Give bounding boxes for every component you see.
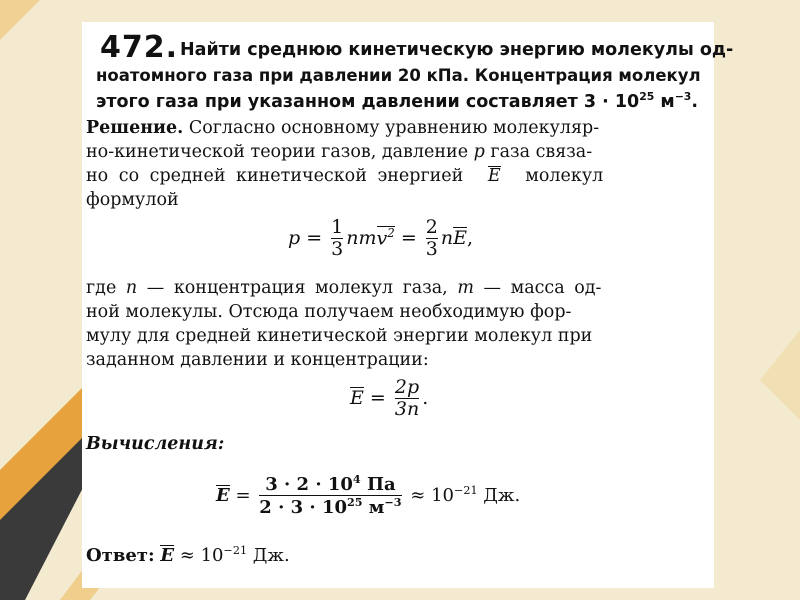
formula1-v: v bbox=[376, 226, 388, 249]
solution-line-1-rest: Согласно основному уравнению молекуляр- bbox=[183, 118, 600, 138]
solution-var-p: p bbox=[473, 142, 485, 162]
calc-den-text: 2 · 3 · 10 bbox=[259, 496, 347, 518]
solution-var-e-bar: E bbox=[487, 166, 501, 186]
formula1-eq2: = bbox=[400, 226, 417, 249]
answer-exp: −21 bbox=[223, 544, 248, 557]
calc-num-unit: Па bbox=[360, 474, 396, 495]
formula-energy bbox=[350, 378, 428, 420]
problem-line-3 bbox=[96, 90, 698, 112]
calc-e-bar: E bbox=[216, 484, 230, 506]
text2-line-1 bbox=[86, 278, 601, 298]
problem-line-3-exp: 25 bbox=[639, 90, 655, 103]
calc-fraction bbox=[259, 474, 401, 518]
formula1-v-bar bbox=[377, 226, 395, 248]
text2-l1-b: — концентрация молекул газа, bbox=[146, 278, 448, 298]
calc-formula bbox=[216, 474, 520, 518]
formula1-e-bar: E bbox=[453, 226, 467, 249]
formula1-lhs: p = bbox=[288, 226, 323, 249]
formula1-fraction-2-3 bbox=[426, 218, 438, 260]
text2-l1-c: — масса од- bbox=[483, 278, 602, 298]
solution-line-3 bbox=[86, 166, 603, 186]
answer-e-bar: E bbox=[160, 545, 175, 566]
problem-line-1: Найти среднюю кинетическую энергию молекулы од- bbox=[180, 40, 734, 60]
solution-line-2-end: газа связа- bbox=[490, 142, 593, 162]
text2-var-n: n bbox=[125, 278, 138, 298]
text2-line-4: заданном давлении и концентрации: bbox=[86, 350, 429, 370]
formula2-num: 2p bbox=[394, 376, 420, 398]
answer-eq: ≈ 10 bbox=[179, 545, 224, 566]
formula1-f2-num: 2 bbox=[425, 216, 438, 238]
calc-label: Вычисления: bbox=[86, 434, 225, 454]
calc-approx-exp: −21 bbox=[454, 483, 478, 497]
calc-den-exp: 25 bbox=[347, 495, 363, 509]
formula1-n: n bbox=[440, 226, 454, 249]
problem-line-2: ноатомного газа при давлении 20 кПа. Концентрация молекул bbox=[96, 66, 701, 85]
formula2-end: . bbox=[422, 386, 429, 409]
formula2-den: 3n bbox=[394, 397, 420, 420]
formula-pressure bbox=[288, 218, 473, 260]
answer-line bbox=[86, 544, 290, 566]
text2-line-2: ной молекулы. Отсюда получаем необходимую фор- bbox=[86, 302, 572, 322]
formula1-end: , bbox=[467, 226, 474, 249]
solution-line-1 bbox=[86, 118, 599, 138]
calc-numerator bbox=[259, 474, 401, 495]
problem-line-3-unit-exp: −3 bbox=[674, 90, 692, 103]
formula2-eq: = bbox=[369, 386, 386, 409]
formula1-v-exp: 2 bbox=[387, 225, 395, 240]
problem-line-3-unit: м bbox=[654, 91, 675, 112]
problem-line-3-text: этого газа при указанном давлении составляет 3 · 10 bbox=[96, 91, 640, 112]
solution-line-4: формулой bbox=[86, 190, 179, 210]
calc-den-unit: м bbox=[362, 496, 385, 518]
text2-line-3: мулу для средней кинетической энергии молекул при bbox=[86, 326, 593, 346]
text2-var-m: m bbox=[457, 278, 474, 298]
calc-den-unit-exp: −3 bbox=[384, 495, 402, 509]
formula1-f2-den: 3 bbox=[425, 237, 438, 260]
formula1-nm: nm bbox=[346, 226, 377, 249]
solution-line-3-end: молекул bbox=[525, 166, 604, 186]
formula1-fraction-1-3 bbox=[331, 218, 343, 260]
solution-line-3-text: но со средней кинетической энергией bbox=[86, 166, 464, 186]
calc-denominator bbox=[259, 495, 401, 518]
solution-label: Решение. bbox=[86, 118, 184, 138]
problem-card bbox=[82, 22, 734, 588]
formula2-fraction bbox=[395, 378, 419, 420]
formula2-e-bar: E bbox=[350, 386, 364, 409]
answer-label: Ответ: bbox=[86, 545, 155, 566]
formula1-f1-num: 1 bbox=[331, 216, 344, 238]
formula1-f1-den: 3 bbox=[331, 237, 344, 260]
problem-line-3-end: . bbox=[691, 91, 698, 112]
calc-approx: ≈ 10 bbox=[410, 484, 455, 506]
calc-approx-unit: Дж. bbox=[477, 484, 521, 506]
calc-num-text: 3 · 2 · 10 bbox=[265, 474, 353, 495]
calc-num-exp: 4 bbox=[352, 473, 361, 486]
answer-unit: Дж. bbox=[247, 545, 290, 566]
text2-l1-a: где bbox=[86, 278, 117, 298]
solution-line-2-text: но-кинетической теории газов, давление bbox=[86, 142, 469, 162]
solution-line-2 bbox=[86, 142, 592, 162]
calc-eq: = bbox=[235, 484, 251, 506]
problem-number: 472. bbox=[100, 30, 179, 65]
